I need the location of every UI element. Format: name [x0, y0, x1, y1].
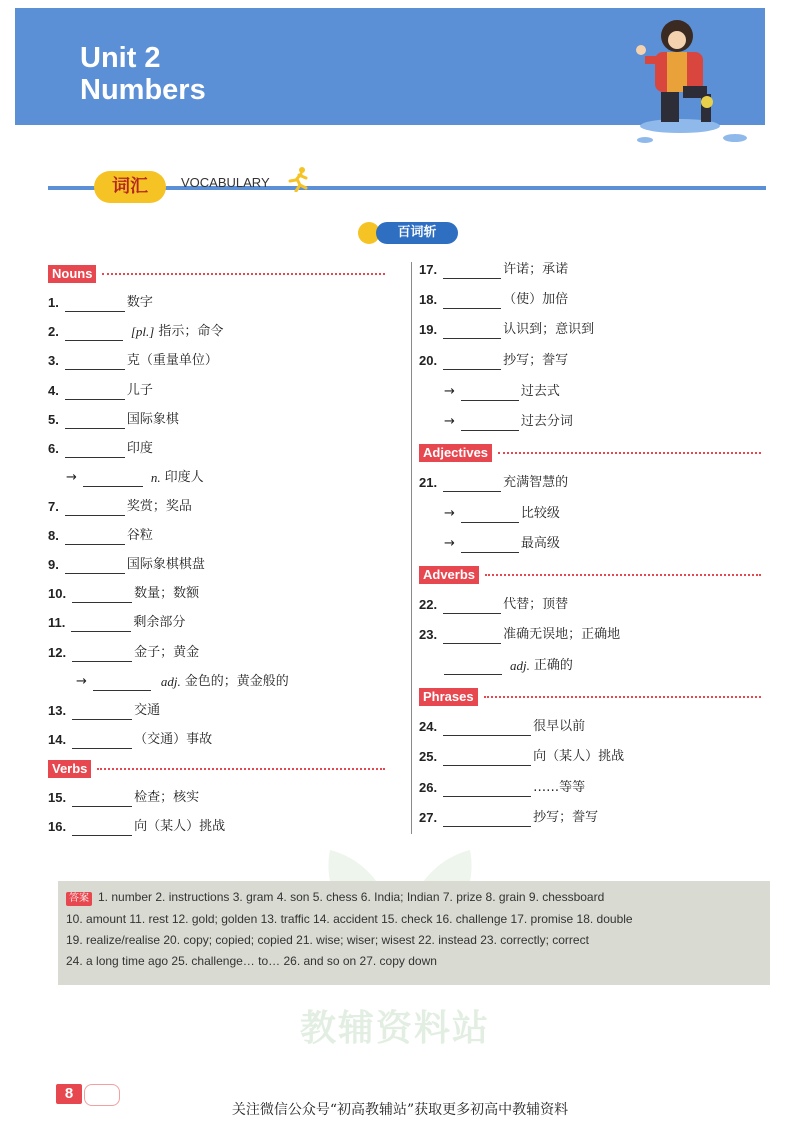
- vocab-item: 8. 谷粒: [48, 528, 153, 543]
- section-verbs: [48, 760, 385, 778]
- vocab-item: → n. 印度人: [66, 470, 204, 485]
- vocab-item: 13. 交通: [48, 703, 161, 718]
- column-divider: [411, 262, 412, 834]
- vocab-item: 18. （使）加倍: [419, 292, 569, 307]
- vocab-item: 24. 很早以前: [419, 719, 586, 734]
- subheading-badge: 百词斩: [376, 222, 458, 244]
- vocab-item: 22. 代替；顶替: [419, 597, 569, 612]
- section-adjectives-label: Adjectives: [419, 444, 492, 462]
- section-adjectives: [419, 444, 761, 462]
- section-nouns-label: Nouns: [48, 265, 96, 283]
- vocab-item: 11. 剩余部分: [48, 615, 186, 630]
- footer-text: 关注微信公众号“初高教辅站”获取更多初高中教辅资料: [231, 1102, 569, 1118]
- vocab-item: 20. 抄写；誊写: [419, 353, 569, 368]
- runner-icon: [286, 166, 312, 192]
- vocab-item: → 最高级: [444, 536, 560, 551]
- vocabulary-badge: 词汇: [94, 171, 166, 203]
- vocab-item: 9. 国际象棋棋盘: [48, 557, 205, 572]
- answer-line: 10. amount 11. rest 12. gold; golden 13. traffic 14. accident 15. check 16. challenge 17. promise 18. double: [66, 912, 633, 926]
- vocab-item: 17. 许诺；承诺: [419, 262, 569, 277]
- vocab-item: 5. 国际象棋: [48, 412, 179, 427]
- vocab-item: 7. 奖赏；奖品: [48, 499, 192, 514]
- vocab-item: → 过去分词: [444, 414, 573, 429]
- vocab-item: 15. 检查；核实: [48, 790, 200, 805]
- vocab-item: 1. 数字: [48, 295, 153, 310]
- section-phrases-label: Phrases: [419, 688, 478, 706]
- vocab-item: 23. 准确无误地；正确地: [419, 627, 621, 642]
- vocab-item: 19. 认识到；意识到: [419, 322, 595, 337]
- answer-line: 答案 1. number 2. instructions 3. gram 4. son 5. chess 6. India; Indian 7. prize 8. grain 9. chessboard: [66, 890, 604, 906]
- answer-tag: 答案: [66, 892, 92, 906]
- vocab-item: → 过去式: [444, 384, 560, 399]
- vocab-item: adj. 正确的: [444, 657, 573, 675]
- vocab-item: 3. 克（重量单位）: [48, 353, 218, 368]
- vocab-item: 12. 金子；黄金: [48, 645, 200, 660]
- vocab-item: 26. ……等等: [419, 780, 586, 795]
- vocab-item: 4. 儿子: [48, 383, 153, 398]
- vocab-item: → 比较级: [444, 506, 560, 521]
- vocab-item: 14. （交通）事故: [48, 732, 213, 747]
- vocab-item: 25. 向（某人）挑战: [419, 749, 625, 764]
- vocabulary-label: VOCABULARY: [181, 175, 270, 190]
- vocab-item: 10. 数量；数额: [48, 586, 200, 601]
- vocab-item: 27. 抄写；誊写: [419, 810, 599, 825]
- answer-line: 24. a long time ago 25. challenge… to… 26. and so on 27. copy down: [66, 954, 437, 968]
- section-adverbs-label: Adverbs: [419, 566, 479, 584]
- girl-illustration: [625, 16, 765, 151]
- section-nouns: [48, 265, 385, 283]
- section-adverbs: [419, 566, 761, 584]
- page-title: Unit 2 Numbers: [80, 42, 206, 106]
- vocab-item: 6. 印度: [48, 441, 153, 456]
- section-verbs-label: Verbs: [48, 760, 91, 778]
- section-phrases: [419, 688, 761, 706]
- vocab-item: 21. 充满智慧的: [419, 475, 569, 490]
- watermark-text: 教辅资料站: [300, 1008, 491, 1049]
- vocab-item: → adj. 金色的；黄金般的: [76, 674, 289, 689]
- answer-line: 19. realize/realise 20. copy; copied; copied 21. wise; wiser; wisest 22. instead 23. correctly; correct: [66, 933, 589, 947]
- vocab-item: 2. [pl.] 指示；命令: [48, 324, 224, 339]
- page-number: 8: [56, 1084, 82, 1104]
- vocab-item: 16. 向（某人）挑战: [48, 819, 226, 834]
